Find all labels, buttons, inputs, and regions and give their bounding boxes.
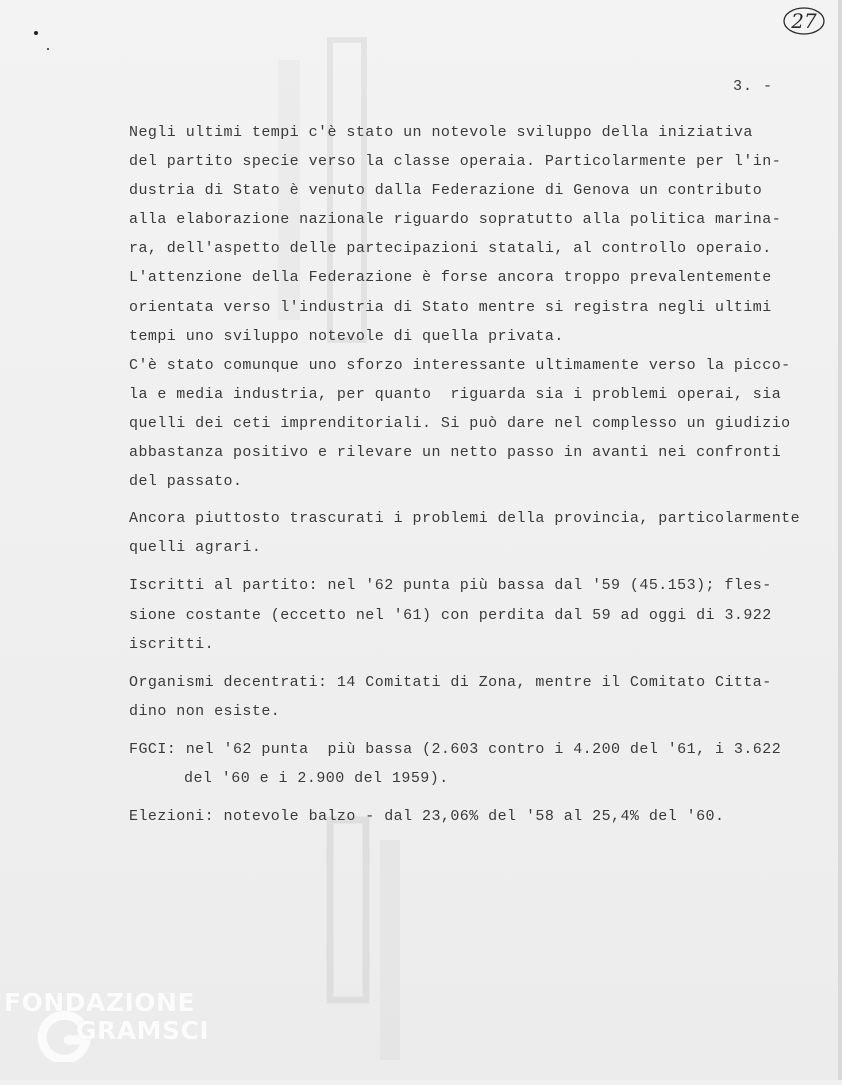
text-line: abbastanza positivo e rilevare un netto passo in avanti nei confronti: [129, 444, 782, 462]
text-line: ra, dell'aspetto delle partecipazioni statali, al controllo operaio.: [129, 240, 772, 258]
text-line: del '60 e i 2.900 del 1959).: [184, 769, 449, 787]
text-line: alla elaborazione nazionale riguardo sopratutto alla politica marina-: [129, 211, 782, 229]
text-line: L'attenzione della Federazione è forse ancora troppo prevalentemente: [129, 269, 772, 287]
text-line: dustria di Stato è venuto dalla Federazione di Genova un contributo: [129, 182, 763, 200]
text-line: Organismi decentrati: 14 Comitati di Zona, mentre il Comitato Citta-: [129, 673, 772, 691]
text-line: Ancora piuttosto trascurati i problemi della provincia, particolarmente: [129, 510, 801, 528]
archive-number-text: 27: [791, 9, 817, 33]
text-line: del partito specie verso la classe operaia. Particolarmente per l'in-: [129, 153, 782, 171]
text-line: dino non esiste.: [129, 702, 281, 720]
text-line: la e media industria, per quanto riguarda sia i problemi operai, sia: [129, 385, 782, 403]
paper-speck: [47, 48, 49, 50]
page-number: 3. -: [733, 78, 774, 95]
paragraph-iscritti: [129, 571, 829, 658]
text-line: orientata verso l'industria di Stato mentre si registra negli ultimi: [129, 298, 772, 316]
text-line: Elezioni: notevole balzo - dal 23,06% del '58 al 25,4% del '60.: [129, 808, 725, 826]
text-line: Negli ultimi tempi c'è stato un notevole sviluppo della iniziativa: [129, 124, 753, 141]
text-line: Iscritti al partito: nel '62 punta più bassa dal '59 (45.153); fles-: [129, 577, 772, 595]
archive-number: [782, 6, 826, 36]
text-line: iscritti.: [129, 635, 215, 653]
archive-watermark: [4, 988, 214, 1068]
text-line: quelli dei ceti imprenditoriali. Si può dare nel complesso un giudizio: [129, 414, 791, 432]
paragraph-fgci: [129, 735, 829, 793]
text-line: C'è stato comunque uno sforzo interessante ultimamente verso la picco-: [129, 356, 791, 374]
text-line: sione costante (eccetto nel '61) con perdita dal 59 ad oggi di 3.922: [129, 606, 772, 624]
text-line: quelli agrari.: [129, 539, 262, 557]
paragraph-organismi: [129, 668, 829, 726]
paragraph-elezioni: [129, 802, 829, 831]
paragraph-iniziativa: [129, 118, 829, 496]
text-line: tempi uno sviluppo notevole di quella privata.: [129, 327, 564, 345]
page-edge: [838, 0, 842, 1080]
paper-speck: [34, 31, 38, 35]
text-line: FGCI: nel '62 punta più bassa (2.603 contro i 4.200 del '61, i 3.622: [129, 740, 782, 758]
paragraph-provincia: [129, 504, 829, 562]
watermark-line-2: GRAMSCI: [76, 1016, 210, 1045]
text-line: del passato.: [129, 473, 243, 491]
watermark-line-1: FONDAZIONE: [4, 988, 196, 1017]
typewritten-body: [129, 118, 829, 831]
